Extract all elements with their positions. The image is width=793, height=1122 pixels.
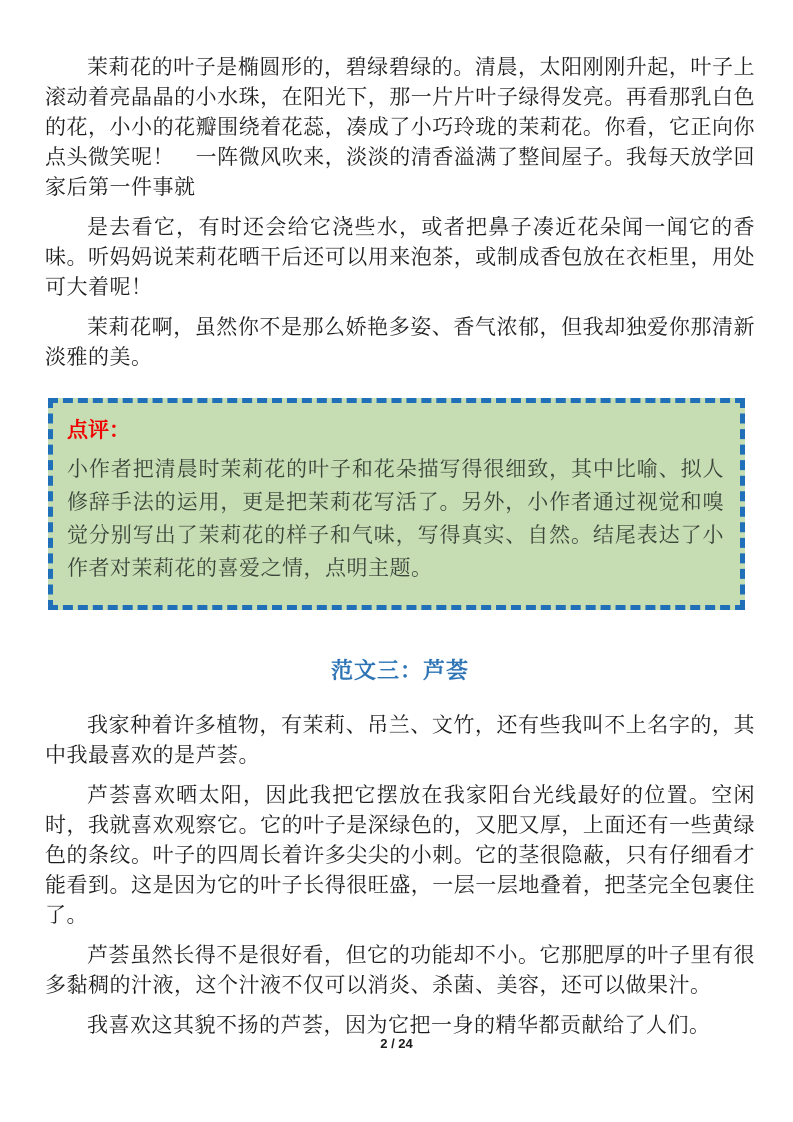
essay3-paragraph-4: 我喜欢这其貌不扬的芦荟，因为它把一身的精华都贡献给了人们。 (87, 1013, 711, 1037)
essay2-paragraph-3: 茉莉花啊，虽然你不是那么娇艳多姿、香气浓郁，但我却独爱你那清新淡雅的美。 (45, 315, 755, 369)
comment-box-label: 点评： (67, 419, 130, 442)
comment-box (48, 398, 745, 610)
essay3-paragraph-3: 芦荟虽然长得不是很好看，但它的功能却不小。它那肥厚的叶子里有很多黏稠的汁液，这个汁液不仅可以消炎、杀菌、美容，还可以做果汁。 (45, 943, 755, 997)
essay3-title: 范文三：芦荟 (330, 658, 469, 683)
essay2-paragraph-2: 是去看它，有时还会给它浇些水，或者把鼻子凑近花朵闻一闻它的香味。听妈妈说茉莉花晒干后还可以用来泡茶，或制成香包放在衣柜里，用处可大着呢！ (45, 215, 755, 299)
essay2-paragraph-1: 茉莉花的叶子是椭圆形的，碧绿碧绿的。清晨，太阳刚刚升起，叶子上滚动着亮晶晶的小水珠，在阳光下，那一片片叶子绿得发亮。再看那乳白色的花，小小的花瓣围绕着花蕊，凑成了小巧玲珑的茉莉花。你看，它正向你点头微笑呢！ 一阵微风吹来，淡淡的清香溢满了整间屋子。我每天放学回家后第一件事就 (45, 55, 755, 199)
comment-box-text: 小作者把清晨时茉莉花的叶子和花朵描写得很细致，其中比喻、拟人修辞手法的运用，更是把茉莉花写活了。另外，小作者通过视觉和嗅觉分别写出了茉莉花的样子和气味，写得真实、自然。结尾表达了小作者对茉莉花的喜爱之情，点明主题。 (67, 457, 724, 580)
essay3-paragraph-1: 我家种着许多植物，有茉莉、吊兰、文竹，还有些我叫不上名字的，其中我最喜欢的是芦荟。 (45, 713, 755, 767)
page-number: 2 / 24 (380, 1036, 413, 1051)
essay3-paragraph-2: 芦荟喜欢晒太阳，因此我把它摆放在我家阳台光线最好的位置。空闲时，我就喜欢观察它。它的叶子是深绿色的，又肥又厚，上面还有一些黄绿色的条纹。叶子的四周长着许多尖尖的小刺。它的茎很隐蔽，只有仔细看才能看到。这是因为它的叶子长得很旺盛，一层一层地叠着，把茎完全包裹住了。 (45, 783, 755, 927)
